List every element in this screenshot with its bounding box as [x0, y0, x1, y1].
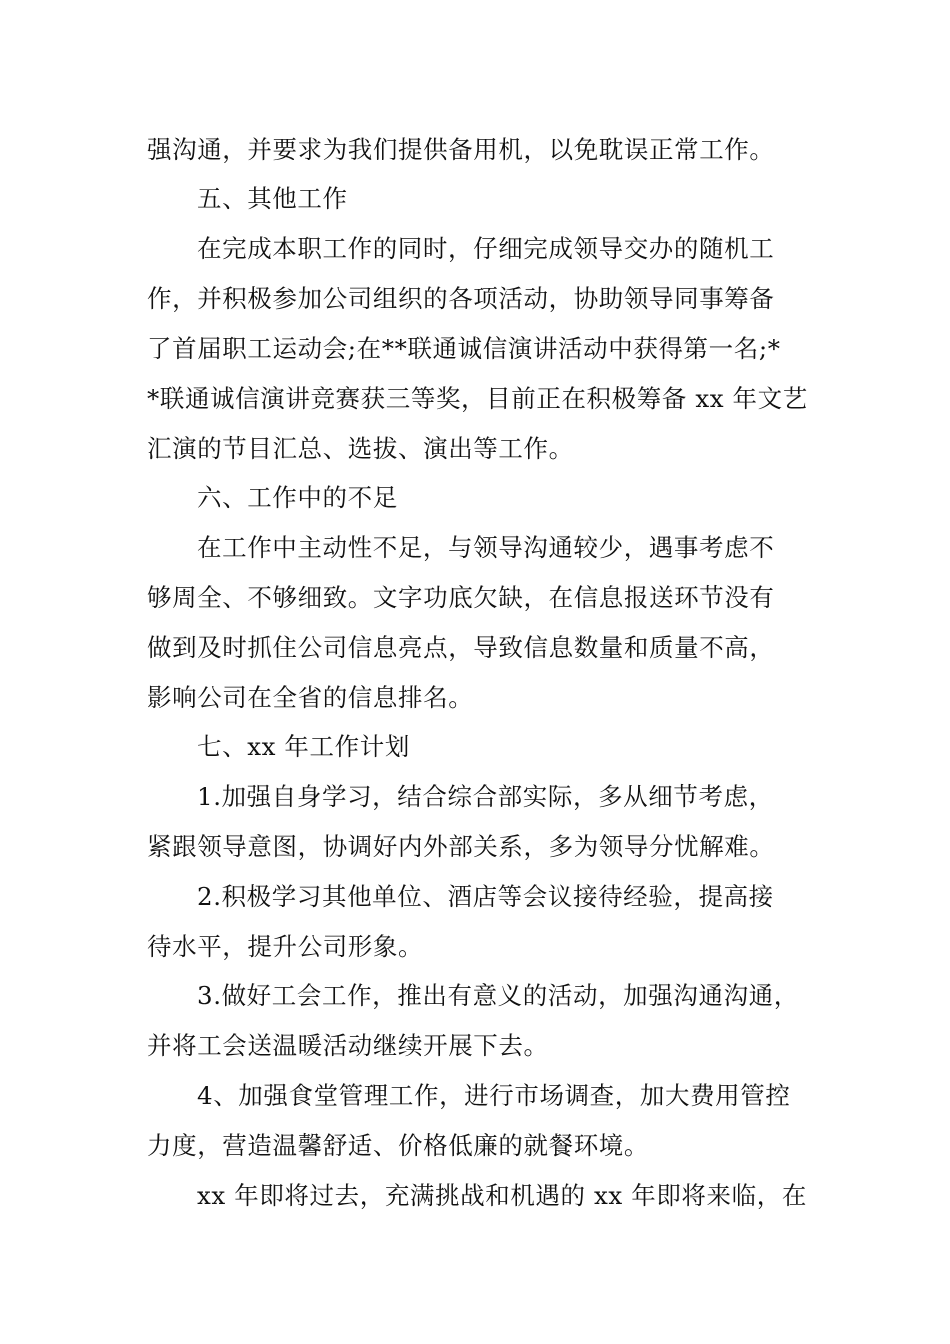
section-heading: 六、工作中的不足	[197, 483, 398, 512]
list-item-line: 4、加强食堂管理工作，进行市场调查，加大费用管控	[197, 1081, 791, 1110]
list-item-line: 待水平，提升公司形象。	[147, 932, 424, 961]
list-item-line: 并将工会送温暖活动继续开展下去。	[147, 1031, 549, 1060]
list-item-line: 力度，营造温馨舒适、价格低廉的就餐环境。	[147, 1131, 649, 1160]
paragraph-line: 做到及时抓住公司信息亮点，导致信息数量和质量不高，	[147, 633, 775, 662]
section-heading: 五、其他工作	[197, 184, 348, 213]
list-item-line: 3.做好工会工作，推出有意义的活动，加强沟通沟通，	[197, 981, 799, 1010]
list-item-line: 1.加强自身学习，结合综合部实际，多从细节考虑，	[197, 782, 774, 811]
paragraph-line: 强沟通，并要求为我们提供备用机，以免耽误正常工作。	[147, 135, 775, 164]
paragraph-line: 在工作中主动性不足，与领导沟通较少，遇事考虑不	[197, 533, 775, 562]
list-item-line: 紧跟领导意图，协调好内外部关系，多为领导分忧解难。	[147, 832, 775, 861]
list-item-line: 2.积极学习其他单位、酒店等会议接待经验，提高接	[197, 882, 774, 911]
paragraph-line: 了首届职工运动会;在**联通诚信演讲活动中获得第一名;*	[147, 334, 781, 363]
paragraph-line: 作，并积极参加公司组织的各项活动，协助领导同事筹备	[147, 284, 775, 313]
paragraph-line: 够周全、不够细致。文字功底欠缺，在信息报送环节没有	[147, 583, 775, 612]
section-heading: 七、xx 年工作计划	[197, 732, 410, 761]
paragraph-line: xx 年即将过去，充满挑战和机遇的 xx 年即将来临，在	[197, 1181, 807, 1210]
paragraph-line: 影响公司在全省的信息排名。	[147, 683, 474, 712]
paragraph-line: 汇演的节目汇总、选拔、演出等工作。	[147, 434, 574, 463]
paragraph-line: *联通诚信演讲竞赛获三等奖，目前正在积极筹备 xx 年文艺	[147, 384, 808, 413]
paragraph-line: 在完成本职工作的同时，仔细完成领导交办的随机工	[197, 234, 775, 263]
